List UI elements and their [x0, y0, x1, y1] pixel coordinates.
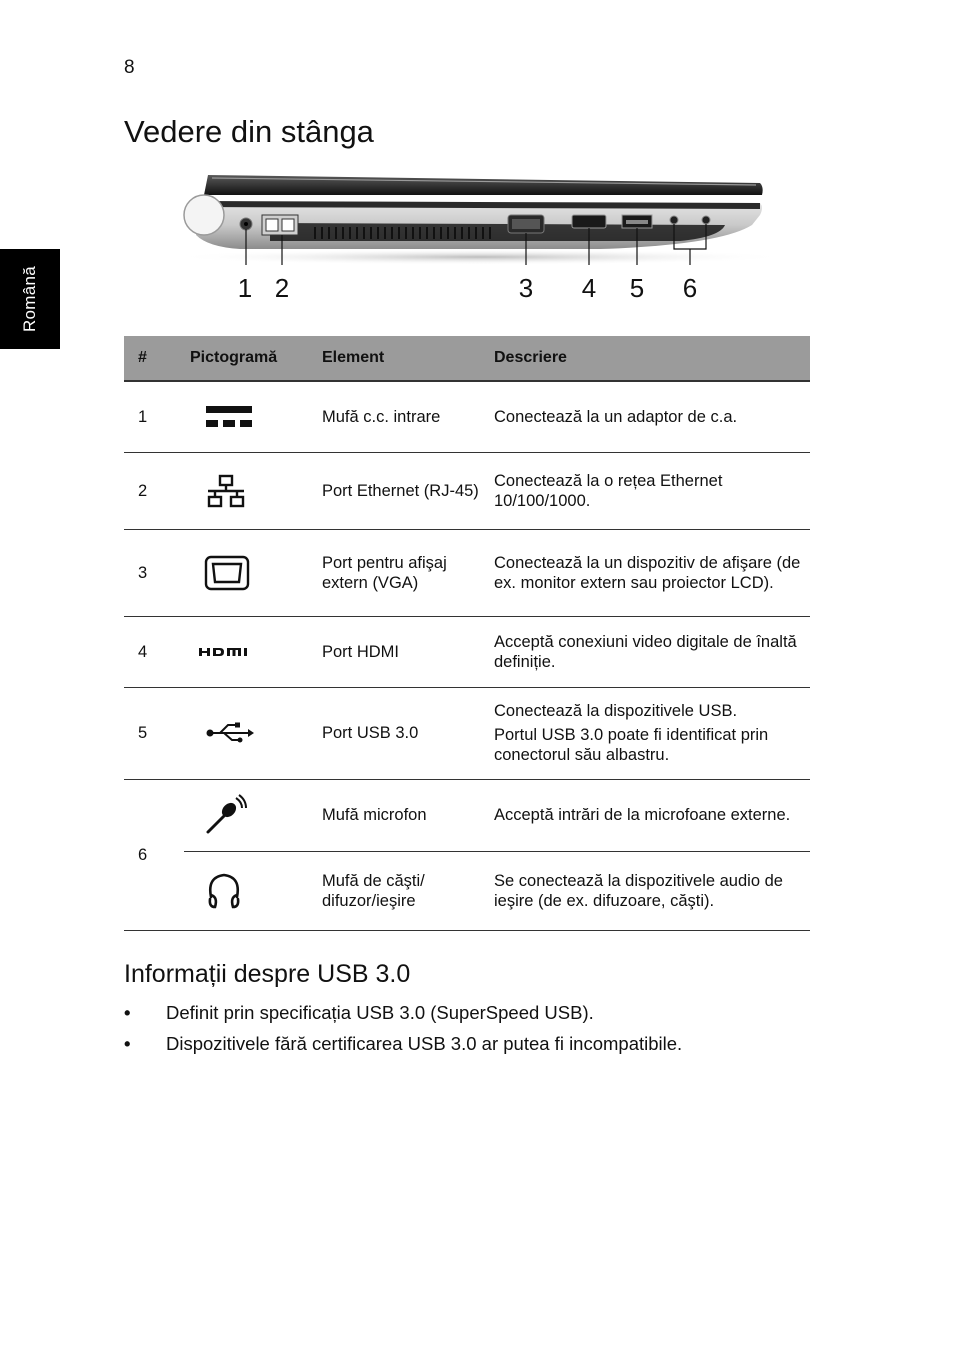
- row-description: Acceptă intrări de la microfoane externe.: [494, 806, 791, 824]
- usb-icon: [204, 721, 254, 745]
- row-element: Port pentru afişaj extern (VGA): [316, 529, 488, 616]
- ethernet-icon: [204, 474, 248, 508]
- table-row: [124, 687, 810, 779]
- laptop-left-side-illustration: [160, 165, 780, 265]
- row-description: Conectează la un dispozitiv de afişare (de ex. monitor extern sau proiector LCD).: [494, 553, 801, 592]
- header-element: Element: [316, 336, 488, 381]
- row-element: Mufă microfon: [316, 779, 488, 851]
- callout-6: 6: [682, 273, 698, 303]
- list-item-text: Dispozitivele fără certificarea USB 3.0 ar putea fi incompatibile.: [166, 1033, 683, 1054]
- vga-icon: [204, 555, 250, 591]
- row-description: Conectează la dispozitivele USB.: [494, 702, 738, 720]
- callout-4: 4: [581, 273, 597, 303]
- header-description: Descriere: [488, 336, 810, 381]
- ports-table: [124, 336, 810, 931]
- row-description: Conectează la o rețea Ethernet 10/100/1000.: [494, 471, 723, 510]
- row-num: 6: [124, 779, 184, 930]
- row-element: Mufă c.c. intrare: [316, 381, 488, 452]
- usb-info-list: [124, 1000, 682, 1062]
- callout-numbers: [0, 270, 954, 310]
- callout-5: 5: [629, 273, 645, 303]
- row-element: Port USB 3.0: [316, 687, 488, 779]
- row-num: 4: [124, 616, 184, 687]
- row-element: Port HDMI: [316, 616, 488, 687]
- callout-2: 2: [274, 273, 290, 303]
- table-header-row: [124, 336, 810, 381]
- table-row: [124, 452, 810, 529]
- callout-1: 1: [237, 273, 253, 303]
- microphone-icon: [204, 794, 248, 836]
- row-description-note: Portul USB 3.0 poate fi identificat prin conectorul său albastru.: [494, 726, 769, 764]
- headphones-icon: [204, 871, 244, 911]
- table-row: [124, 381, 810, 452]
- table-row: [124, 616, 810, 687]
- bullet: •: [124, 1033, 131, 1054]
- row-description: Conectează la un adaptor de c.a.: [494, 407, 738, 426]
- page-title: Vedere din stânga: [124, 114, 374, 149]
- hdmi-icon: [198, 645, 254, 659]
- list-item-text: Definit prin specificația USB 3.0 (SuperSpeed USB).: [166, 1002, 594, 1023]
- row-description: Acceptă conexiuni video digitale de înaltă definiție.: [494, 632, 797, 671]
- row-element: Port Ethernet (RJ-45): [316, 452, 488, 529]
- dc-in-icon: [204, 404, 254, 430]
- callout-3: 3: [518, 273, 534, 303]
- page-number: 8: [124, 57, 135, 78]
- bullet: •: [124, 1002, 131, 1023]
- row-element: Mufă de căşti/ difuzor/ieşire: [316, 851, 488, 930]
- row-num: 1: [124, 381, 184, 452]
- row-num: 2: [124, 452, 184, 529]
- usb-info-heading: Informații despre USB 3.0: [124, 960, 411, 988]
- list-item: [124, 1031, 682, 1062]
- header-num: #: [124, 336, 184, 381]
- row-num: 3: [124, 529, 184, 616]
- list-item: [124, 1000, 682, 1031]
- row-description: Se conectează la dispozitivele audio de ieşire (de ex. difuzoare, căşti).: [494, 871, 783, 910]
- header-icon: Pictogramă: [184, 336, 316, 381]
- table-row: [124, 851, 810, 930]
- language-tab-label: Română: [20, 265, 39, 333]
- table-row: [124, 779, 810, 851]
- table-row: [124, 529, 810, 616]
- row-num: 5: [124, 687, 184, 779]
